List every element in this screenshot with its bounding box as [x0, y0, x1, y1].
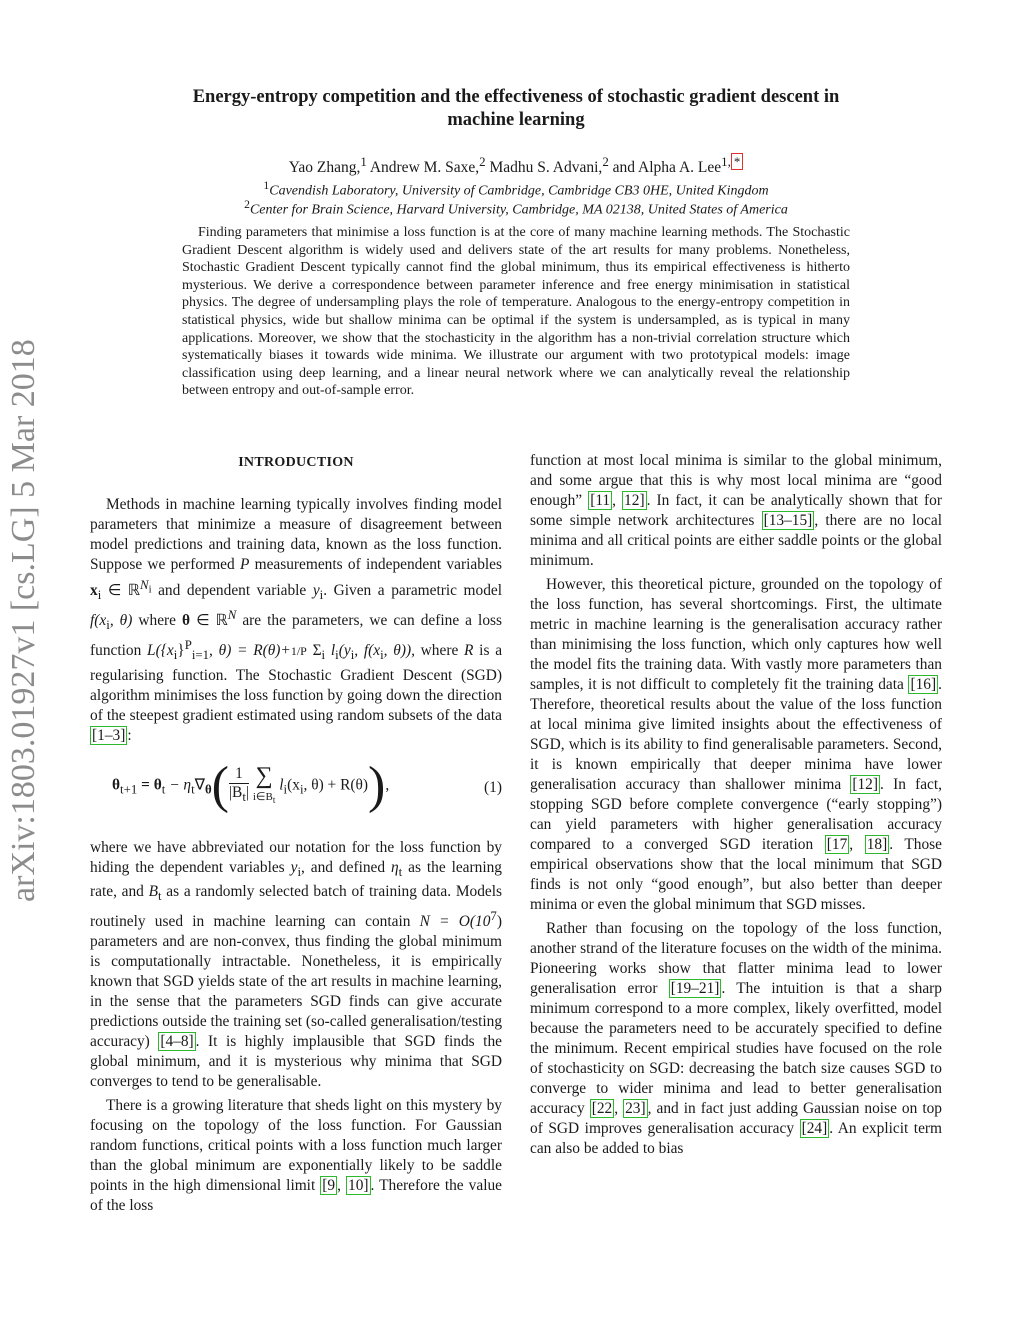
citation-link[interactable]: [9: [322, 1176, 336, 1194]
citation-link[interactable]: [4–8]: [160, 1032, 194, 1050]
section-heading: INTRODUCTION: [238, 455, 354, 470]
equation-1: $\theta_{t+1} = \theta_t - \eta_t\nabla_\theta$( $\frac{1}{|B_t|}$ ∑ $i\in B_t$ $l_i(x_i$, θ) + R(θ)), (1): [112, 756, 502, 814]
citation-link[interactable]: [1–3]: [92, 726, 126, 744]
fraction: $\frac{1}{|B_t|}$: [228, 765, 249, 805]
author-sup: 1, *: [721, 153, 743, 170]
citation-link[interactable]: [11: [590, 492, 611, 509]
citation-link[interactable]: 10]: [348, 1176, 369, 1194]
left-column: [90, 451, 502, 1216]
paragraph: Methods in machine learning typically involves finding model parameters that minimize a measure of disagreement between model predictions and training data, known as the loss function. Suppose we performed P measurements of independent variables $x_i$ ∈ ℝ$^{N_i}$ and dependent variable $y_i$. Given a parametric model $f(x_i$, θ) where θ ∈ ℝ$^N$ are the parameters, we can define a loss function $L(\{x_i\}^P_{i=1}$, θ) = R(θ)+1/P $\Sigma_i$ $l_i(y_i$, $f(x_i$, θ)), where R is a regularising function. The Stochastic Gradient Descent (SGD) algorithm minimises the loss function by going down the direction of the steepest gradient estimated using random subsets of the data [1–3] :: [90, 496, 503, 744]
right-column: [530, 451, 942, 1159]
footnote-link[interactable]: *: [731, 153, 743, 170]
author-name: and Alpha A. Lee: [612, 159, 722, 177]
citation-link[interactable]: [13–15]: [763, 512, 813, 529]
summation: ∑ $i\in B_t$: [252, 763, 276, 806]
arxiv-identifier: arXiv:1803.01927v1 [cs.LG] 5 Mar 2018: [5, 339, 42, 902]
author-sup: 2: [479, 154, 486, 169]
equation-number: (1): [484, 778, 502, 796]
author-name: Yao Zhang,: [288, 159, 361, 177]
author-sup: 1: [360, 154, 367, 169]
paragraph: However, this theoretical picture, grounded on the topology of the loss function, has several shortcomings. First, the ultimate metric in machine learning is the generalisation accuracy rather than minimising the loss function, which only captures how well the model fits the training data. With vastly more parameters than samples, it is not difficult to completely fit the training data [16] . Therefore, theoretical results about the value of the loss function at local minima give limited insights about the effectiveness of SGD, which is its ability to find generalisable parameters. Second, it is known empirically that deeper minima have lower generalisation accuracy than shallower minima [12] . In fact, stopping SGD before complete convergence (“early stopping”) can yield parameters with higher generalisation accuracy compared to a converged SGD iteration [17 , 18] . Those empirical observations show that the local minimum that SGD finds is not only “good enough”, but also better than deeper minima or even the global minimum that SGD misses.: [530, 576, 942, 913]
citation-link[interactable]: [22: [591, 1100, 613, 1117]
citation-link[interactable]: [16]: [910, 676, 937, 693]
paragraph: Rather than focusing on the topology of the loss function, another strand of the literature focuses on the width of the minima. Pioneering works show that flatter minima lead to lower generalisation error [19–21] . The intuition is that a sharp minimum correspond to a more complex, likely overfitted, model because the parameters need to be accurately specified to define the minimum. Recent empirical studies have focused on the role of stochasticity on SGD: decreasing the batch size causes SGD to converge to wider minima and lead to better generalisation accuracy [22 , 23] , and in fact just adding Gaussian noise on top of SGD improves generalisation accuracy [24] . An explicit term can also be added to bias: [530, 920, 943, 1157]
citation-link[interactable]: [24]: [801, 1120, 828, 1137]
affiliation-1: $^1$Cavendish Laboratory, University of Cambridge, Cambridge CB3 0HE, United Kingdom: [263, 179, 769, 199]
paper-title: [92, 86, 940, 132]
paragraph: where we have abbreviated our notation for the loss function by hiding the dependent variables $y_i$, and defined $\eta_t$ as the learning rate, and $B_t$ as a randomly selected batch of training data. Models routinely used in machine learning can contain $N = O(10^7)$ parameters and are non-convex, thus finding the global minimum is computationally intractable. Nonetheless, it is empirically known that SGD yields state of the art results in machine learning, in the sense that the parameters SGD finds can give accurate predictions outside the training set (so-called generalisation/testing accuracy) [4–8] . It is highly implausible that SGD finds the global minimum, and it is mysterious why minima that SGD converges to tend to be generalisable.: [90, 838, 503, 1090]
author-name: Madhu S. Advani,: [489, 159, 603, 177]
citation-link[interactable]: 12]: [624, 492, 645, 509]
paragraph: There is a growing literature that sheds light on this mystery by focusing on the topology of the loss function. For Gaussian random functions, critical points with a loss function much larger than the global minimum are exponentially likely to be saddle points in the high dimensional limit [9 , 10] . Therefore the value of the loss: [90, 1096, 502, 1214]
author-name: Andrew M. Saxe,: [369, 159, 480, 177]
citation-link[interactable]: 18]: [866, 836, 888, 853]
author-sup: 2: [602, 154, 609, 169]
citation-link[interactable]: [12]: [852, 776, 879, 793]
abstract: Finding parameters that minimise a loss function is at the core of many machine learning methods. The Stochastic Gradient Descent algorithm is widely used and delivers state of the art results for many problems. Nonetheless, Stochastic Gradient Descent typically cannot find the global minimum, thus its empirical effectiveness is hitherto mysterious. We derive a correspondence between parameter inference and free energy minimisation in statistical physics. The degree of undersampling plays the role of temperature. Analogous to the energy-entropy competition in statistical physics, wide but shallow minima can be optimal if the system is undersampled, as is typical in many applications. Moreover, we show that the stochasticity in the algorithm has a non-trivial correlation structure which systematically biases it towards wide minima. We illustrate our argument with two prototypical models: image classification using deep learning, and a linear neural network where we can analytically reveal the relationship between entropy and out-of-sample error.: [182, 225, 850, 399]
author-list: [92, 152, 940, 178]
paragraph: function at most local minima is similar to the global minimum, and some argue that this is why most local minima are “good enough” [11 , 12] . In fact, it can be analytically shown that for some simple network architectures [13–15] , there are no local minima and all critical points are either saddle points or the global minimum.: [530, 452, 942, 569]
title-line-1: Energy-entropy competition and the effectiveness of stochastic gradient descent in: [192, 87, 840, 107]
citation-link[interactable]: [17: [826, 836, 848, 853]
affiliation-2: $^2$Center for Brain Science, Harvard University, Cambridge, MA 02138, United States of America: [244, 198, 788, 218]
citation-link[interactable]: [19–21]: [670, 980, 720, 997]
citation-link[interactable]: 23]: [625, 1100, 646, 1117]
title-line-2: machine learning: [447, 110, 585, 130]
